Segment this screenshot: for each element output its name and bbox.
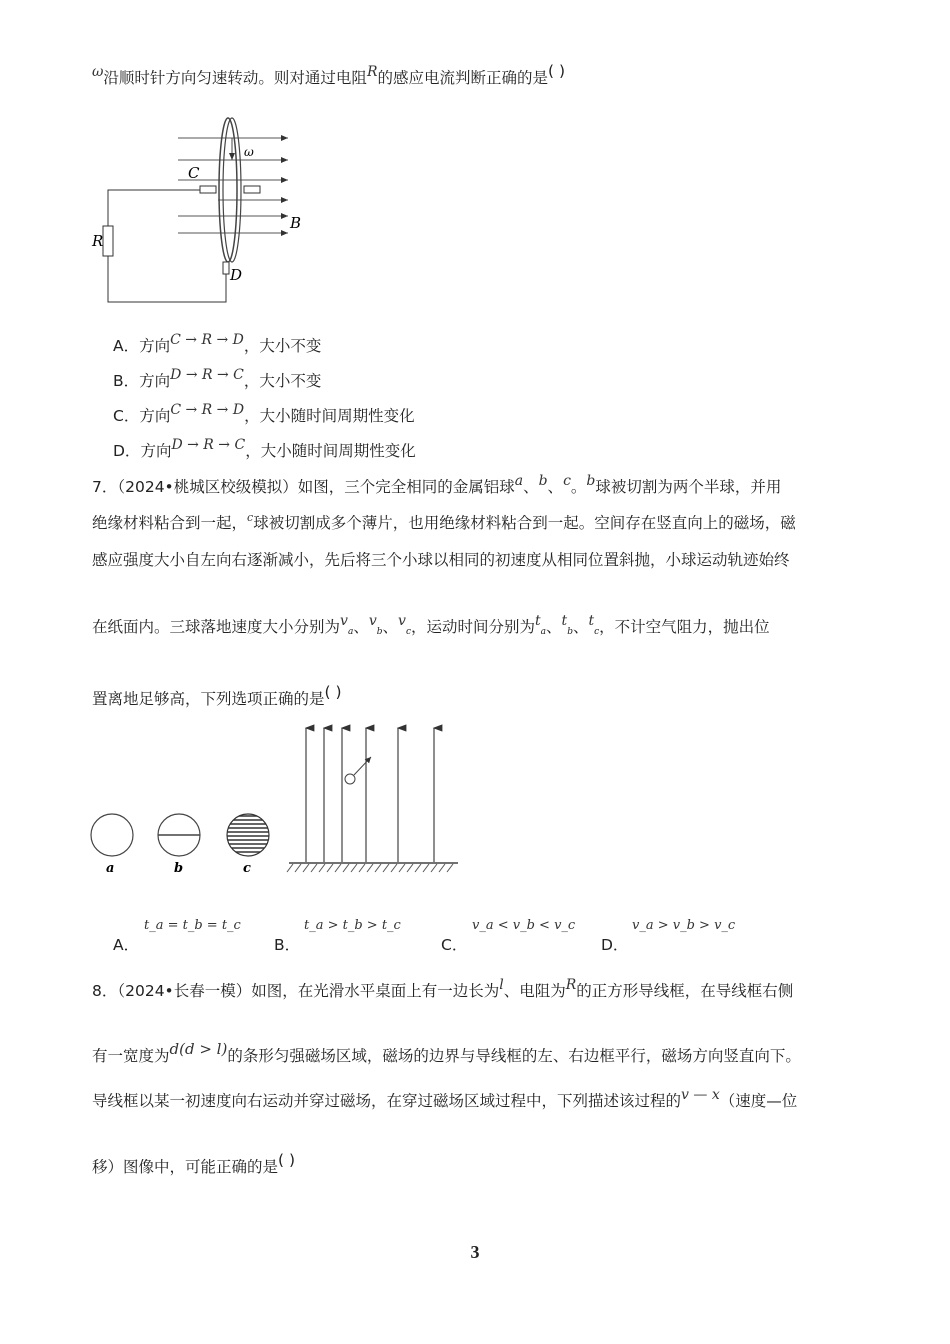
q6-figure-rotating-ring <box>88 108 318 308</box>
svg-text:b: b <box>174 861 184 876</box>
q6-option-d[interactable]: D．方向D → R → C，大小随时间周期性变化 <box>113 437 416 460</box>
svg-text:B: B <box>290 214 302 232</box>
answer-paren: ( ) <box>324 683 342 701</box>
q7-option-d-label[interactable]: D． <box>601 936 629 954</box>
q7-line-3: 感应强度大小自左向右逐渐减小，先后将三个小球以相同的初速度从相同位置斜抛，小球运动轨迹始终 <box>92 551 790 569</box>
q7-line-2: 绝缘材料粘合到一起，$^c$球被切割成多个薄片，也用绝缘材料粘合到一起。空间存在竖直向上的磁场，磁 <box>92 511 796 532</box>
q6-intro-line: ω沿顺时针方向匀速转动。则对通过电阻R的感应电流判断正确的是( ) <box>92 62 566 87</box>
q7-option-b-expr[interactable]: t_a > t_b > t_c <box>304 918 401 933</box>
answer-paren: ( ) <box>278 1151 296 1169</box>
q7-option-a-expr[interactable]: t_a = t_b = t_c <box>144 918 241 933</box>
metal-ring <box>219 118 237 262</box>
svg-text:C: C <box>188 164 200 182</box>
q8-line-1: 8．（2024•长春一模）如图，在光滑水平桌面上有一边长为l、电阻为R的正方形导线框，在导线框右侧 <box>92 977 794 1000</box>
brush-c <box>200 186 216 193</box>
q7-option-c-expr[interactable]: v_a < v_b < v_c <box>472 918 576 933</box>
q6-option-a[interactable]: A．方向C → R → D，大小不变 <box>113 332 322 355</box>
q7-option-b-label[interactable]: B． <box>274 936 301 954</box>
svg-text:ω: ω <box>244 145 254 159</box>
ball-a <box>91 814 133 856</box>
page-number: 3 <box>470 1242 480 1262</box>
q7-option-c-label[interactable]: C． <box>441 936 468 954</box>
brush-d <box>223 262 229 274</box>
svg-text:a: a <box>106 861 115 876</box>
svg-text:R: R <box>92 232 104 250</box>
answer-paren: ( ) <box>548 62 566 80</box>
launched-ball <box>345 774 355 784</box>
q7-option-d-expr[interactable]: v_a > v_b > v_c <box>632 918 736 933</box>
q7-line-4: 在纸面内。三球落地速度大小分别为va、vb、vc，运动时间分别为ta、tb、tc，不计空气阻力，抛出位 <box>92 613 770 637</box>
q8-line-4: 移）图像中，可能正确的是( ) <box>92 1151 296 1176</box>
omega-symbol: ω <box>92 64 104 80</box>
q7-option-a-label[interactable]: A． <box>113 936 140 954</box>
resistor-r <box>103 226 113 256</box>
q6-option-b[interactable]: B．方向D → R → C，大小不变 <box>113 367 322 390</box>
q7-line-1: 7．（2024•桃城区校级模拟）如图，三个完全相同的金属铝球a、b、c。b球被切割为两个半球，并用 <box>92 473 782 496</box>
q7-line-5: 置离地足够高，下列选项正确的是( ) <box>92 683 342 708</box>
q8-line-2: 有一宽度为d(d > l)的条形匀强磁场区域，磁场的边界与导线框的左、右边框平行，磁场方向竖直向下。 <box>92 1040 801 1065</box>
q8-line-3: 导线框以某一初速度向右运动并穿过磁场，在穿过磁场区域过程中，下列描述该过程的v — x（速度—位 <box>92 1087 798 1110</box>
q6-option-c[interactable]: C．方向C → R → D，大小随时间周期性变化 <box>113 402 415 425</box>
q7-figure-balls-and-field <box>86 722 466 882</box>
svg-text:D: D <box>230 266 243 284</box>
svg-text:c: c <box>243 861 251 876</box>
